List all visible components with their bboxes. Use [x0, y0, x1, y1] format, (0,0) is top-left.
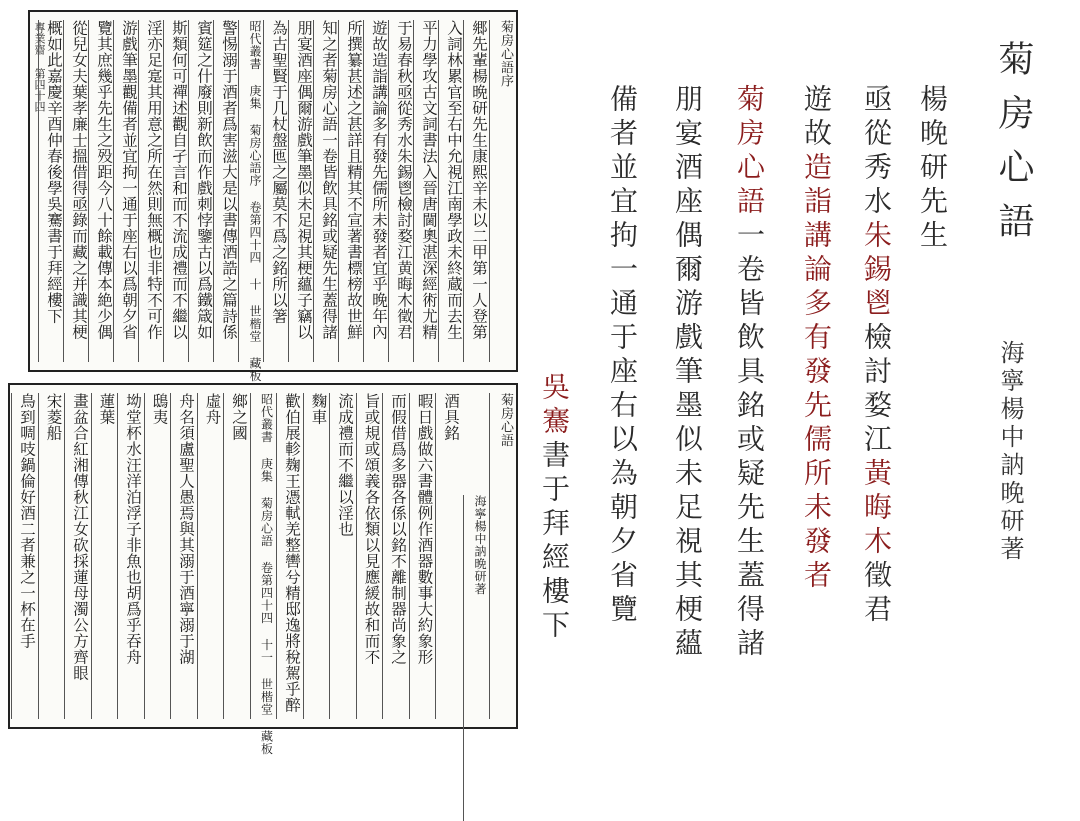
highlight-book-title: 菊房心語 — [733, 84, 766, 220]
transcript-line-5: 朋宴酒座偶爾游戲筆墨似未足視其梗蘊 — [671, 84, 704, 662]
scan-header: 菊房心語序 — [489, 20, 512, 362]
scan-column: 覽其庶幾乎先生之殁距今八十餘載傳本絶少偶 — [88, 20, 111, 362]
scan-column: 概如此嘉慶辛酉仲春後學吳騫書于拜經樓下 — [38, 20, 61, 362]
scan-header: 菊房心語 — [489, 393, 512, 719]
highlight-author-name: 吳騫 — [538, 372, 571, 440]
scan-column: 蓮葉 — [91, 393, 114, 719]
transcript-line-4: 菊房心語一卷皆飲具銘或疑先生蓋得諸 — [733, 84, 766, 662]
scan-column: 酒具銘 — [435, 393, 458, 719]
scan-column: 知之者菊房心語一卷皆飲具銘或疑先生蓋得諸 — [313, 20, 336, 362]
scan-header-right: 專業齋 第四十四 — [33, 22, 46, 112]
scan-column: 平力學攻古文詞書法入晉唐閫奧湛深經術尤精 — [413, 20, 436, 362]
transcript-line-2: 亟從秀水朱錫鬯檢討婺江黃晦木徵君 — [860, 84, 893, 628]
scan-author: 海寧楊中訥晩研著 — [463, 495, 486, 821]
scan-column: 入詞林累官至右中允視江南學政未終蔵而去生 — [438, 20, 461, 362]
scan-column: 昭代叢書 庚集 菊房心語 卷第四十四 十一 世楷堂 藏板 — [250, 393, 273, 719]
scan-column: 虛舟 — [197, 393, 220, 719]
transcript-line-6: 備者並宜拘一通于座右以為朝夕省覽 — [606, 84, 639, 628]
scan-column: 鴟夷 — [144, 393, 167, 719]
scan-column: 警惕溺于酒者爲害滋大是以書傳酒誥之篇詩係 — [213, 20, 236, 362]
scan-column: 宋菱船 — [38, 393, 61, 719]
scan-column: 歡伯展軫麹王憑軾羌整轡兮精邸逸將稅駕乎醉 — [276, 393, 299, 719]
scan-column: 流成禮而不繼以淫也 — [329, 393, 352, 719]
scan-column: 所撰纂甚述之甚詳且精其不宣著書標榜故世鮮 — [338, 20, 361, 362]
scan-column: 暇日戲做六書體例作酒器數事大約象形 — [409, 393, 432, 719]
scan-column: 而假借爲多器各係以銘不離制器尚象之 — [382, 393, 405, 719]
scan-column: 朋宴酒座偶爾游戲筆墨似未足視其梗蘊子竊以 — [288, 20, 311, 362]
scan-page-wine-vessels — [8, 383, 518, 755]
scan-column: 鳥到啁吱鍋倫好酒二者兼之一杯在手 — [11, 393, 34, 719]
transcription-panel — [540, 0, 1080, 742]
scan-column: 賓筵之什廢則新飲而作戲刺悖鑒古以爲鐵箴如 — [188, 20, 211, 362]
scan-column: 畫盆合紅湘傳秋江女砍採蓮母濁公方齊眼 — [64, 393, 87, 719]
transcript-line-1: 楊晚研先生 — [916, 84, 949, 254]
highlight-name: 黃晦木 — [860, 458, 893, 560]
scan-column: 郷先輩楊晩研先生康熙辛未以二甲第一人登第 — [463, 20, 486, 362]
scan-column: 麴車 — [303, 393, 326, 719]
transcript-line-3: 遊故造詣講論多有發先儒所未發者 — [800, 84, 833, 594]
scan-column: 昭代叢書 庚集 菊房心語序 卷第四十四 十 世楷堂 藏板 — [238, 20, 261, 362]
scan-column: 斯類何可禪述觀自孑言和而不流成禮而不繼以 — [163, 20, 186, 362]
scan-column: 遊故造詣講論多有發先儒所未發者宜乎晚年內 — [363, 20, 386, 362]
scan-column: 游戲筆墨觀備者並宜拘一通于座右以爲朝夕省 — [113, 20, 136, 362]
scan-column: 坳堂杯水汪洋泊浮子非魚也胡爲乎吞舟 — [117, 393, 140, 719]
scan-column: 旨或規或頌義各依類以見應緩故和而不 — [356, 393, 379, 719]
scan-column: 于易春秋亟從秀水朱錫鬯檢討婺江黄晦木徵君 — [388, 20, 411, 362]
scan-column: 為古聖賢于几杖盤匜之屬莫不爲之銘所以箸 — [263, 20, 286, 362]
scan-column: 淫亦足寔其用意之所在然則無概也非特不可作 — [138, 20, 161, 362]
transcript-author: 海寧楊中訥晚研著 — [996, 340, 1024, 564]
transcript-line-7: 吳騫書于拜經樓下 — [538, 372, 571, 644]
highlight-name: 朱錫鬯 — [860, 220, 893, 322]
scan-column: 從兒女夫葉孝廉士搵借得亟錄而藏之并識其梗 — [63, 20, 86, 362]
transcript-title: 菊房心語 — [993, 40, 1034, 256]
highlight-phrase: 造詣講論多有發先儒所未發者 — [800, 152, 833, 594]
scan-page-preface — [28, 10, 518, 382]
scan-column: 舟名須盧聖人愚焉與其溺于酒寧溺于湖 — [170, 393, 193, 719]
scan-column: 鄉之國 — [223, 393, 246, 719]
